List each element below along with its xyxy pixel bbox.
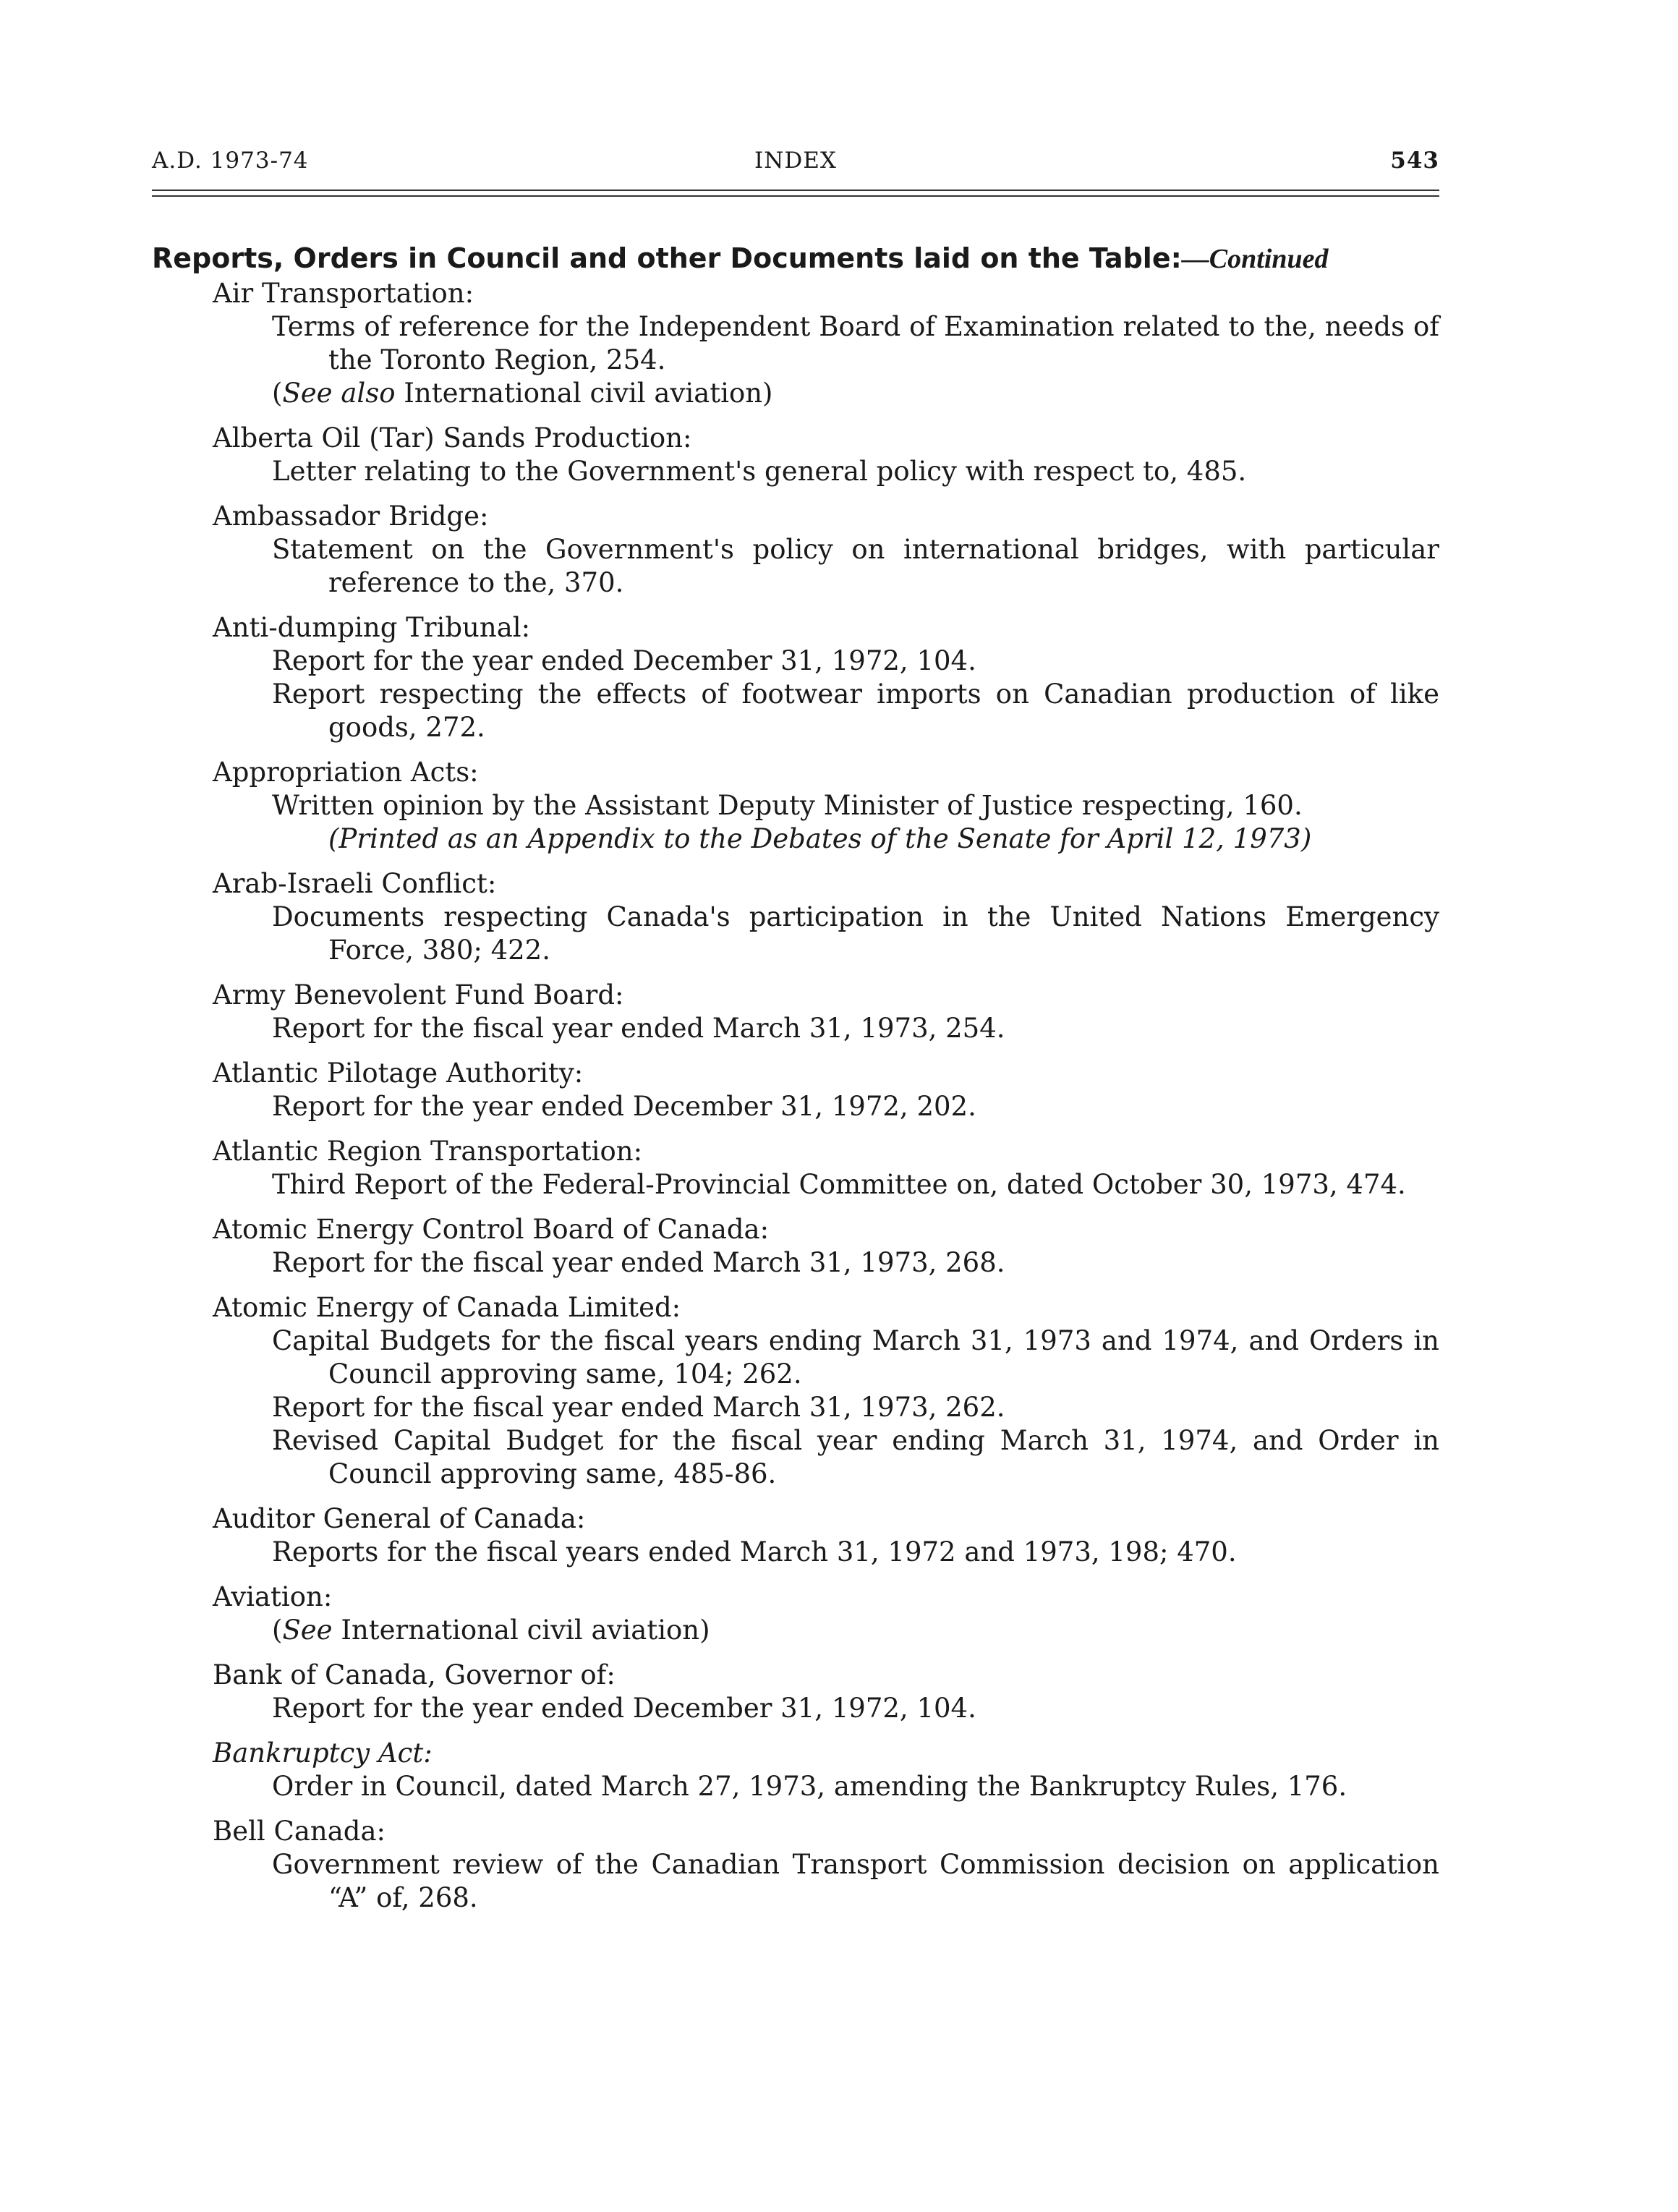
- entry-item: Report for the year ended December 31, 1972, 104.: [272, 645, 976, 676]
- entry-item: Reports for the fiscal years ended March 31, 1972 and 1973, 198; 470.: [272, 1536, 1237, 1567]
- running-head: [152, 145, 1439, 182]
- entry-item: Statement on the Government's policy on international bridges, with particular reference to the, 370.: [272, 534, 1439, 598]
- entry-item: Report for the fiscal year ended March 31, 1973, 268.: [272, 1247, 1005, 1278]
- entry-item: Report for the year ended December 31, 1972, 104.: [272, 1693, 976, 1724]
- index-page: [152, 145, 1439, 1915]
- entry-item: Written opinion by the Assistant Deputy Minister of Justice respecting, 160.: [272, 790, 1303, 821]
- entry-heading: Bank of Canada, Governor of:: [213, 1659, 616, 1690]
- entry-heading: Anti-dumping Tribunal:: [213, 612, 531, 643]
- entry-item: Documents respecting Canada's participation in the United Nations Emergency Force, 380; 422.: [272, 901, 1439, 966]
- entry-item: Report respecting the effects of footwear imports on Canadian production of like goods, 272.: [272, 679, 1439, 743]
- header-double-rule: [152, 190, 1439, 197]
- entry-heading: Bankruptcy Act:: [213, 1737, 433, 1769]
- entry-heading: Atlantic Pilotage Authority:: [213, 1058, 584, 1089]
- entry-item: Government review of the Canadian Transport Commission decision on application “A” of, 268.: [272, 1849, 1439, 1913]
- entry-heading: Atlantic Region Transportation:: [213, 1136, 643, 1167]
- index-entry: [152, 1135, 1439, 1201]
- see-text: International civil aviation): [332, 1615, 710, 1646]
- page-number: 543: [1390, 148, 1439, 174]
- entry-item: Letter relating to the Government's general policy with respect to, 485.: [272, 456, 1247, 487]
- index-entry: [152, 867, 1439, 967]
- index-entry: [152, 1659, 1439, 1725]
- index-entry: [152, 1057, 1439, 1123]
- index-entry: [152, 979, 1439, 1045]
- entry-heading: Auditor General of Canada:: [213, 1503, 586, 1534]
- entry-item: Revised Capital Budget for the fiscal year ending March 31, 1974, and Order in Council approving same, 485-86.: [272, 1425, 1439, 1489]
- header-title: INDEX: [754, 148, 837, 174]
- printed-appendix-note: (Printed as an Appendix to the Debates of the Senate for April 12, 1973): [328, 823, 1312, 854]
- index-entries: [152, 277, 1439, 1915]
- index-entry: [152, 1502, 1439, 1569]
- entry-heading: Ambassador Bridge:: [213, 501, 489, 532]
- index-entry: [152, 1581, 1439, 1647]
- entry-heading: Atomic Energy of Canada Limited:: [213, 1292, 681, 1323]
- entry-heading: Aviation:: [213, 1581, 333, 1612]
- index-entry: [152, 422, 1439, 488]
- index-entry: [152, 1737, 1439, 1803]
- index-entry: [152, 1815, 1439, 1915]
- entry-item: Capital Budgets for the fiscal years ending March 31, 1973 and 1974, and Orders in Council approving same, 104; 262.: [272, 1325, 1439, 1390]
- entry-item: Report for the year ended December 31, 1972, 202.: [272, 1091, 976, 1122]
- index-entry: [152, 500, 1439, 600]
- index-entry: [152, 611, 1439, 744]
- entry-item: Report for the fiscal year ended March 31, 1973, 262.: [272, 1392, 1005, 1423]
- see-also-label: See also: [282, 378, 396, 409]
- see-also-text: International civil aviation): [395, 378, 773, 409]
- entry-heading: Air Transportation:: [213, 278, 474, 309]
- entry-heading: Army Benevolent Fund Board:: [213, 979, 624, 1011]
- entry-heading: Atomic Energy Control Board of Canada:: [213, 1214, 770, 1245]
- section-continued: —Continued: [1181, 244, 1329, 274]
- entry-heading: Bell Canada:: [213, 1816, 386, 1847]
- see-also-note: (See also International civil aviation): [272, 378, 773, 409]
- section-heading: [152, 242, 1439, 276]
- entry-heading: Appropriation Acts:: [213, 757, 479, 788]
- entry-item: Report for the fiscal year ended March 31, 1973, 254.: [272, 1013, 1005, 1044]
- entry-item: Order in Council, dated March 27, 1973, amending the Bankruptcy Rules, 176.: [272, 1771, 1347, 1802]
- entry-heading: Alberta Oil (Tar) Sands Production:: [213, 422, 692, 454]
- index-entry: [152, 756, 1439, 856]
- index-entry: [152, 277, 1439, 410]
- entry-item: Terms of reference for the Independent Board of Examination related to the, needs of the Toronto Region, 254.: [272, 311, 1439, 375]
- see-label: See: [282, 1615, 333, 1646]
- see-note: (See International civil aviation): [272, 1615, 710, 1646]
- index-entry: [152, 1291, 1439, 1491]
- section-title: Reports, Orders in Council and other Documents laid on the Table:: [152, 242, 1182, 274]
- entry-item: Third Report of the Federal-Provincial Committee on, dated October 30, 1973, 474.: [272, 1169, 1406, 1200]
- entry-heading: Arab-Israeli Conflict:: [213, 868, 497, 899]
- header-date: A.D. 1973-74: [152, 148, 309, 174]
- index-entry: [152, 1213, 1439, 1280]
